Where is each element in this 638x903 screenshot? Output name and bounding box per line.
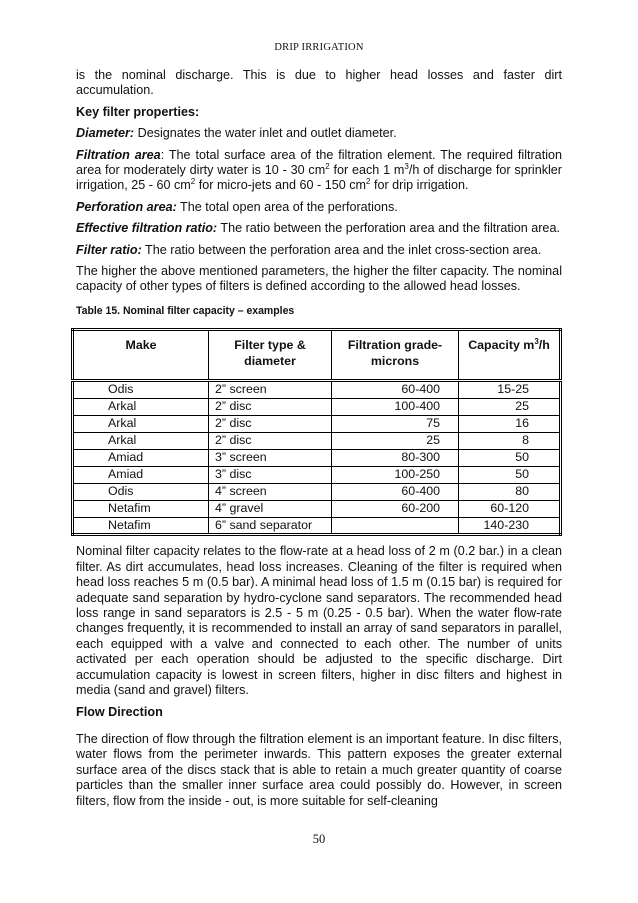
- header-grade: Filtration grade-microns: [332, 330, 459, 381]
- cell-grade: 60-400: [332, 483, 459, 500]
- flow-direction-heading: Flow Direction: [76, 704, 163, 719]
- superscript: 3: [534, 337, 539, 347]
- filtration-area-text-d: for micro-jets and 60 - 150 cm: [195, 178, 367, 193]
- cell-type: 2” disc: [209, 399, 332, 416]
- key-properties-heading: Key filter properties:: [76, 104, 200, 119]
- cell-make: Arkal: [73, 416, 209, 433]
- flow-direction-paragraph: The direction of flow through the filtration element is an important feature. In disc filters, water flows from the perimeter inwards. This pattern exposes the greater external surface area of the discs stack that is able to retain a much greater quantity of coarse particles than the smaller inner surface area could possibly do. However, in screen filters, flow from the inside - out, is more suitable for self-cleaning: [76, 731, 562, 808]
- cell-make: Odis: [73, 381, 209, 399]
- table-row: [73, 416, 561, 433]
- header-capacity-unit: /h: [538, 338, 550, 353]
- filter-ratio-text: The ratio between the perforation area and the inlet cross-section area.: [141, 242, 542, 257]
- header-capacity: [459, 330, 561, 381]
- filter-ratio-paragraph: [76, 243, 562, 258]
- cell-grade: 25: [332, 433, 459, 450]
- header-make: Make: [73, 330, 209, 381]
- cell-grade: 100-400: [332, 399, 459, 416]
- cell-capacity: 15-25: [459, 381, 561, 399]
- cell-make: Arkal: [73, 433, 209, 450]
- perforation-area-text: The total open area of the perforations.: [176, 199, 398, 214]
- cell-grade: 75: [332, 416, 459, 433]
- intro-paragraph: is the nominal discharge. This is due to higher head losses and faster dirt accumulation.: [76, 68, 562, 98]
- nominal-capacity-paragraph: Nominal filter capacity relates to the flow-rate at a head loss of 2 m (0.2 bar.) in a clean filter. As dirt accumulates, head loss increases. Cleaning of the filter is required when head loss reaches 5 m (0.5 bar). A minimal head loss of 1.5 m (0.15 bar) is required for adequate sand separation by hydro-cyclone sand separators. The recommended head loss range in sand separators is 2.5 - 5 m (0.25 - 0.5 bar). When the water flow-rate changes frequently, it is recommended to install an array of sand separators in parallel, each equipped with a valve and connected to each other. The number of units activated per each operation should be adjusted to the specific discharge. Dirt accumulation capacity is lowest in screen filters, higher in disc filters and highest in media (sand and gravel) filters.: [76, 544, 562, 698]
- cell-capacity: 25: [459, 399, 561, 416]
- cell-grade: 80-300: [332, 449, 459, 466]
- cell-capacity: 140-230: [459, 517, 561, 535]
- diameter-text: Designates the water inlet and outlet diameter.: [134, 126, 397, 141]
- filter-ratio-term: Filter ratio:: [76, 242, 142, 257]
- header-capacity-text: Capacity m: [468, 338, 535, 353]
- filtration-area-text-e: for drip irrigation.: [370, 178, 469, 193]
- body-text: [76, 68, 562, 815]
- cell-grade: 60-200: [332, 500, 459, 517]
- table-header-row: [73, 330, 561, 381]
- cell-type: 2” disc: [209, 416, 332, 433]
- cell-make: Arkal: [73, 399, 209, 416]
- table-row: [73, 433, 561, 450]
- filter-capacity-table: [71, 328, 562, 536]
- perforation-area-paragraph: [76, 200, 562, 215]
- cell-capacity: 50: [459, 466, 561, 483]
- cell-make: Odis: [73, 483, 209, 500]
- table-row: [73, 500, 561, 517]
- table-caption: Table 15. Nominal filter capacity – examples: [76, 304, 295, 317]
- table-row: [73, 517, 561, 535]
- table-row: [73, 399, 561, 416]
- cell-capacity: 80: [459, 483, 561, 500]
- effective-ratio-text: The ratio between the perforation area and the filtration area.: [217, 221, 560, 236]
- cell-make: Netafim: [73, 500, 209, 517]
- cell-type: 4” gravel: [209, 500, 332, 517]
- cell-type: 3” disc: [209, 466, 332, 483]
- cell-grade: 100-250: [332, 466, 459, 483]
- table-row: [73, 483, 561, 500]
- cell-make: Amiad: [73, 449, 209, 466]
- filtration-area-text-b: for each 1 m: [329, 163, 405, 178]
- cell-grade: [332, 517, 459, 535]
- superscript: 2: [190, 177, 196, 187]
- filtration-area-text-a: : The total surface area of the filtration element. The required filtration area for moderately dirty water is 10 - 30 cm: [76, 147, 562, 178]
- cell-capacity: 50: [459, 449, 561, 466]
- diameter-term: Diameter:: [76, 126, 135, 141]
- filtration-area-text-c: /h of discharge for sprinkler irrigation, 25 - 60 cm: [76, 163, 562, 193]
- effective-ratio-paragraph: [76, 221, 562, 236]
- cell-type: 2” disc: [209, 433, 332, 450]
- diameter-paragraph: [76, 126, 562, 141]
- cell-make: Netafim: [73, 517, 209, 535]
- perforation-area-term: Perforation area:: [76, 199, 177, 214]
- capacity-paragraph: The higher the above mentioned parameters, the higher the filter capacity. The nominal capacity of other types of filters is defined according to the allowed head losses.: [76, 264, 562, 294]
- table-row: [73, 466, 561, 483]
- cell-type: 2” screen: [209, 381, 332, 399]
- cell-type: 6” sand separator: [209, 517, 332, 535]
- running-header: DRIP IRRIGATION: [274, 42, 364, 53]
- effective-ratio-term: Effective filtration ratio:: [76, 221, 218, 236]
- cell-grade: 60-400: [332, 381, 459, 399]
- cell-capacity: 60-120: [459, 500, 561, 517]
- cell-capacity: 8: [459, 433, 561, 450]
- table-row: [73, 449, 561, 466]
- cell-type: 4” screen: [209, 483, 332, 500]
- filtration-area-paragraph: [76, 148, 562, 194]
- header-type: Filter type & diameter: [209, 330, 332, 381]
- page-number: 50: [312, 832, 326, 846]
- filtration-area-term: Filtration area: [76, 147, 161, 162]
- cell-capacity: 16: [459, 416, 561, 433]
- superscript: 2: [366, 177, 371, 187]
- superscript: 2: [325, 161, 330, 171]
- cell-make: Amiad: [73, 466, 209, 483]
- superscript: 3: [404, 161, 409, 171]
- cell-type: 3” screen: [209, 449, 332, 466]
- table-row: [73, 381, 561, 399]
